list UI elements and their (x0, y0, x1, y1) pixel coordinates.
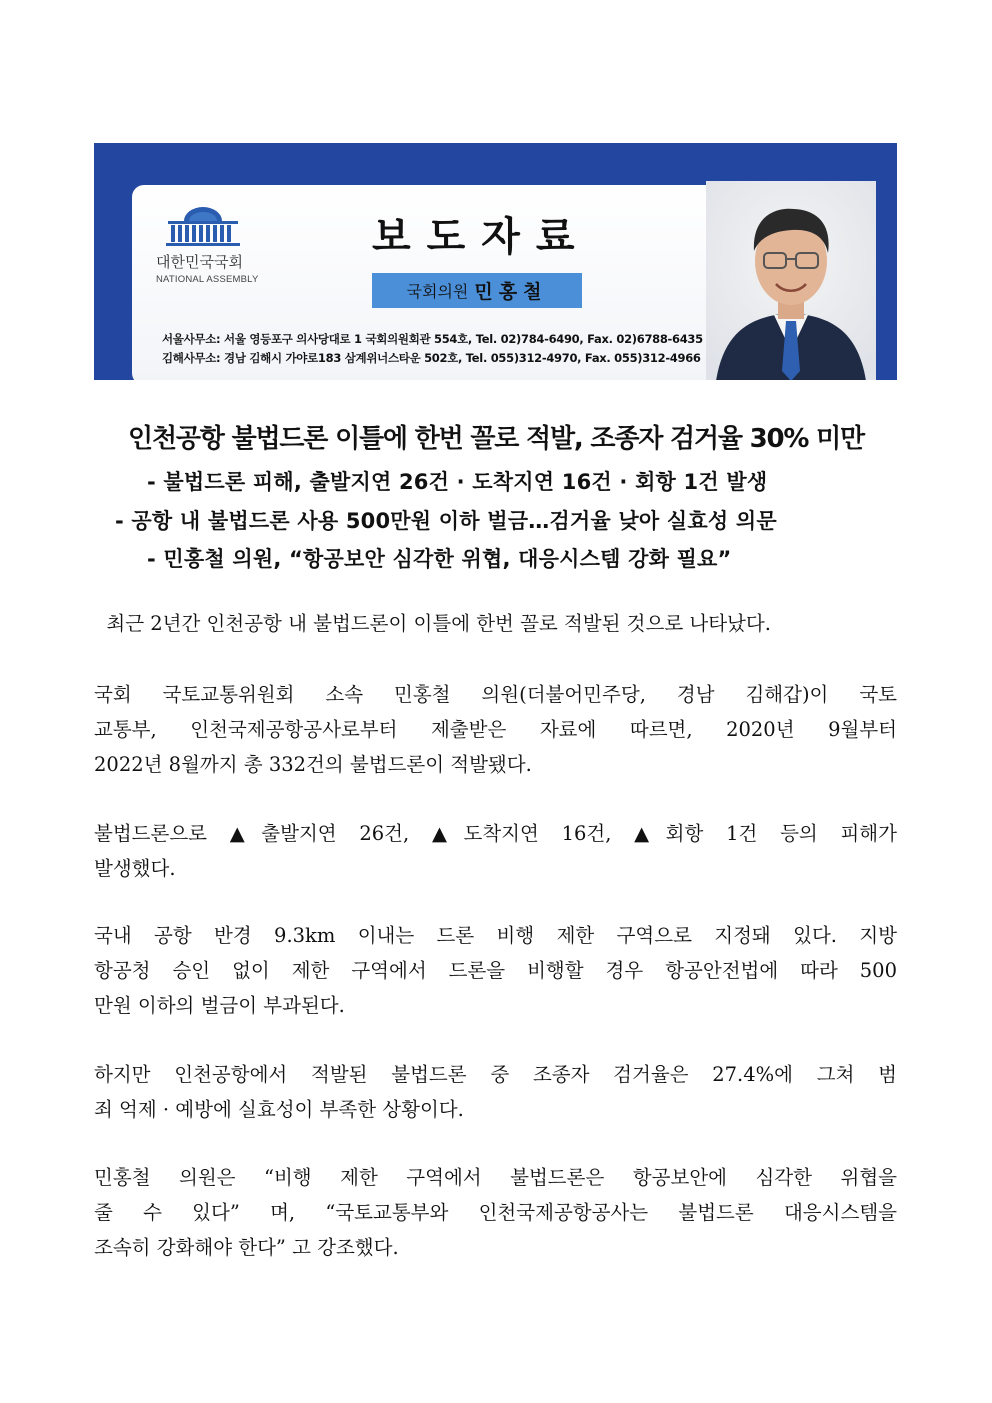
national-assembly-logo (156, 205, 266, 285)
member-portrait (706, 181, 876, 380)
member-prefix: 국회의원 (406, 282, 469, 301)
subtitle-1: - 불법드론 피해, 출발지연 26건 · 도착지연 16건 · 회항 1건 발생 (147, 470, 768, 494)
paragraph-line: 2022년 8월까지 총 332건의 불법드론이 적발됐다. (94, 753, 532, 776)
body-paragraph-3 (94, 816, 897, 886)
press-release-heading: 보도자료 (372, 214, 591, 260)
logo-english-text: NATIONAL ASSEMBLY (156, 274, 259, 285)
paragraph-line: 하지만 인천공항에서 적발된 불법드론 중 조종자 검거율은 27.4%에 그쳐 범 (94, 1063, 897, 1086)
body-paragraph-2 (94, 677, 897, 782)
paragraph-line: 불법드론으로 ▲출발지연 26건, ▲도착지연 16건, ▲회항 1건 등의 피해가 (94, 822, 897, 845)
paragraph-line: 줄 수 있다” 며, “국토교통부와 인천국제공항공사는 불법드론 대응시스템을 (94, 1201, 897, 1224)
member-name: 민홍철 (474, 281, 548, 303)
paragraph-line: 만원 이하의 벌금이 부과된다. (94, 994, 345, 1017)
body-paragraph-5 (94, 1057, 897, 1127)
paragraph-line: 조속히 강화해야 한다” 고 강조했다. (94, 1236, 399, 1259)
paragraph-line: 항공청 승인 없이 제한 구역에서 드론을 비행할 경우 항공안전법에 따라 500 (94, 959, 897, 982)
paragraph-line: 민홍철 의원은 “비행 제한 구역에서 불법드론은 항공보안에 심각한 위협을 (94, 1166, 897, 1189)
paragraph-line: 국내 공항 반경 9.3km 이내는 드론 비행 제한 구역으로 지정돼 있다. 지방 (94, 924, 897, 947)
member-name-box (372, 273, 582, 308)
gimhae-office-address: 김해사무소: 경남 김해시 가야로183 삼계위너스타운 502호, Tel. 055)312-4970, Fax. 055)312-4966 (162, 351, 701, 365)
assembly-building-icon (162, 205, 244, 247)
paragraph-line: 발생했다. (94, 857, 176, 880)
paragraph-line: 국회 국토교통위원회 소속 민홍철 의원(더불어민주당, 경남 김해갑)이 국토 (94, 683, 897, 706)
subtitle-2: - 공항 내 불법드론 사용 500만원 이하 벌금…검거율 낮아 실효성 의문 (115, 509, 777, 533)
press-release-title: 인천공항 불법드론 이틀에 한번 꼴로 적발, 조종자 검거율 30% 미만 (128, 424, 864, 454)
paragraph-line: 교통부, 인천국제공항공사로부터 제출받은 자료에 따르면, 2020년 9월부터 (94, 718, 897, 741)
seoul-office-address: 서울사무소: 서울 영등포구 의사당대로 1 국회의원회관 554호, Tel. 02)784-6490, Fax. 02)6788-6435 (162, 332, 703, 346)
body-paragraph-4 (94, 918, 897, 1023)
logo-korean-text: 대한민국국회 (156, 253, 243, 271)
paragraph-line: 최근 2년간 인천공항 내 불법드론이 이틀에 한번 꼴로 적발된 것으로 나타났다. (94, 612, 771, 635)
body-paragraph-6 (94, 1160, 897, 1265)
subtitle-3: - 민홍철 의원, “항공보안 심각한 위협, 대응시스템 강화 필요” (147, 547, 732, 571)
press-release-banner (94, 143, 897, 380)
paragraph-line: 죄 억제 · 예방에 실효성이 부족한 상황이다. (94, 1098, 464, 1121)
body-paragraph-1 (94, 606, 897, 641)
